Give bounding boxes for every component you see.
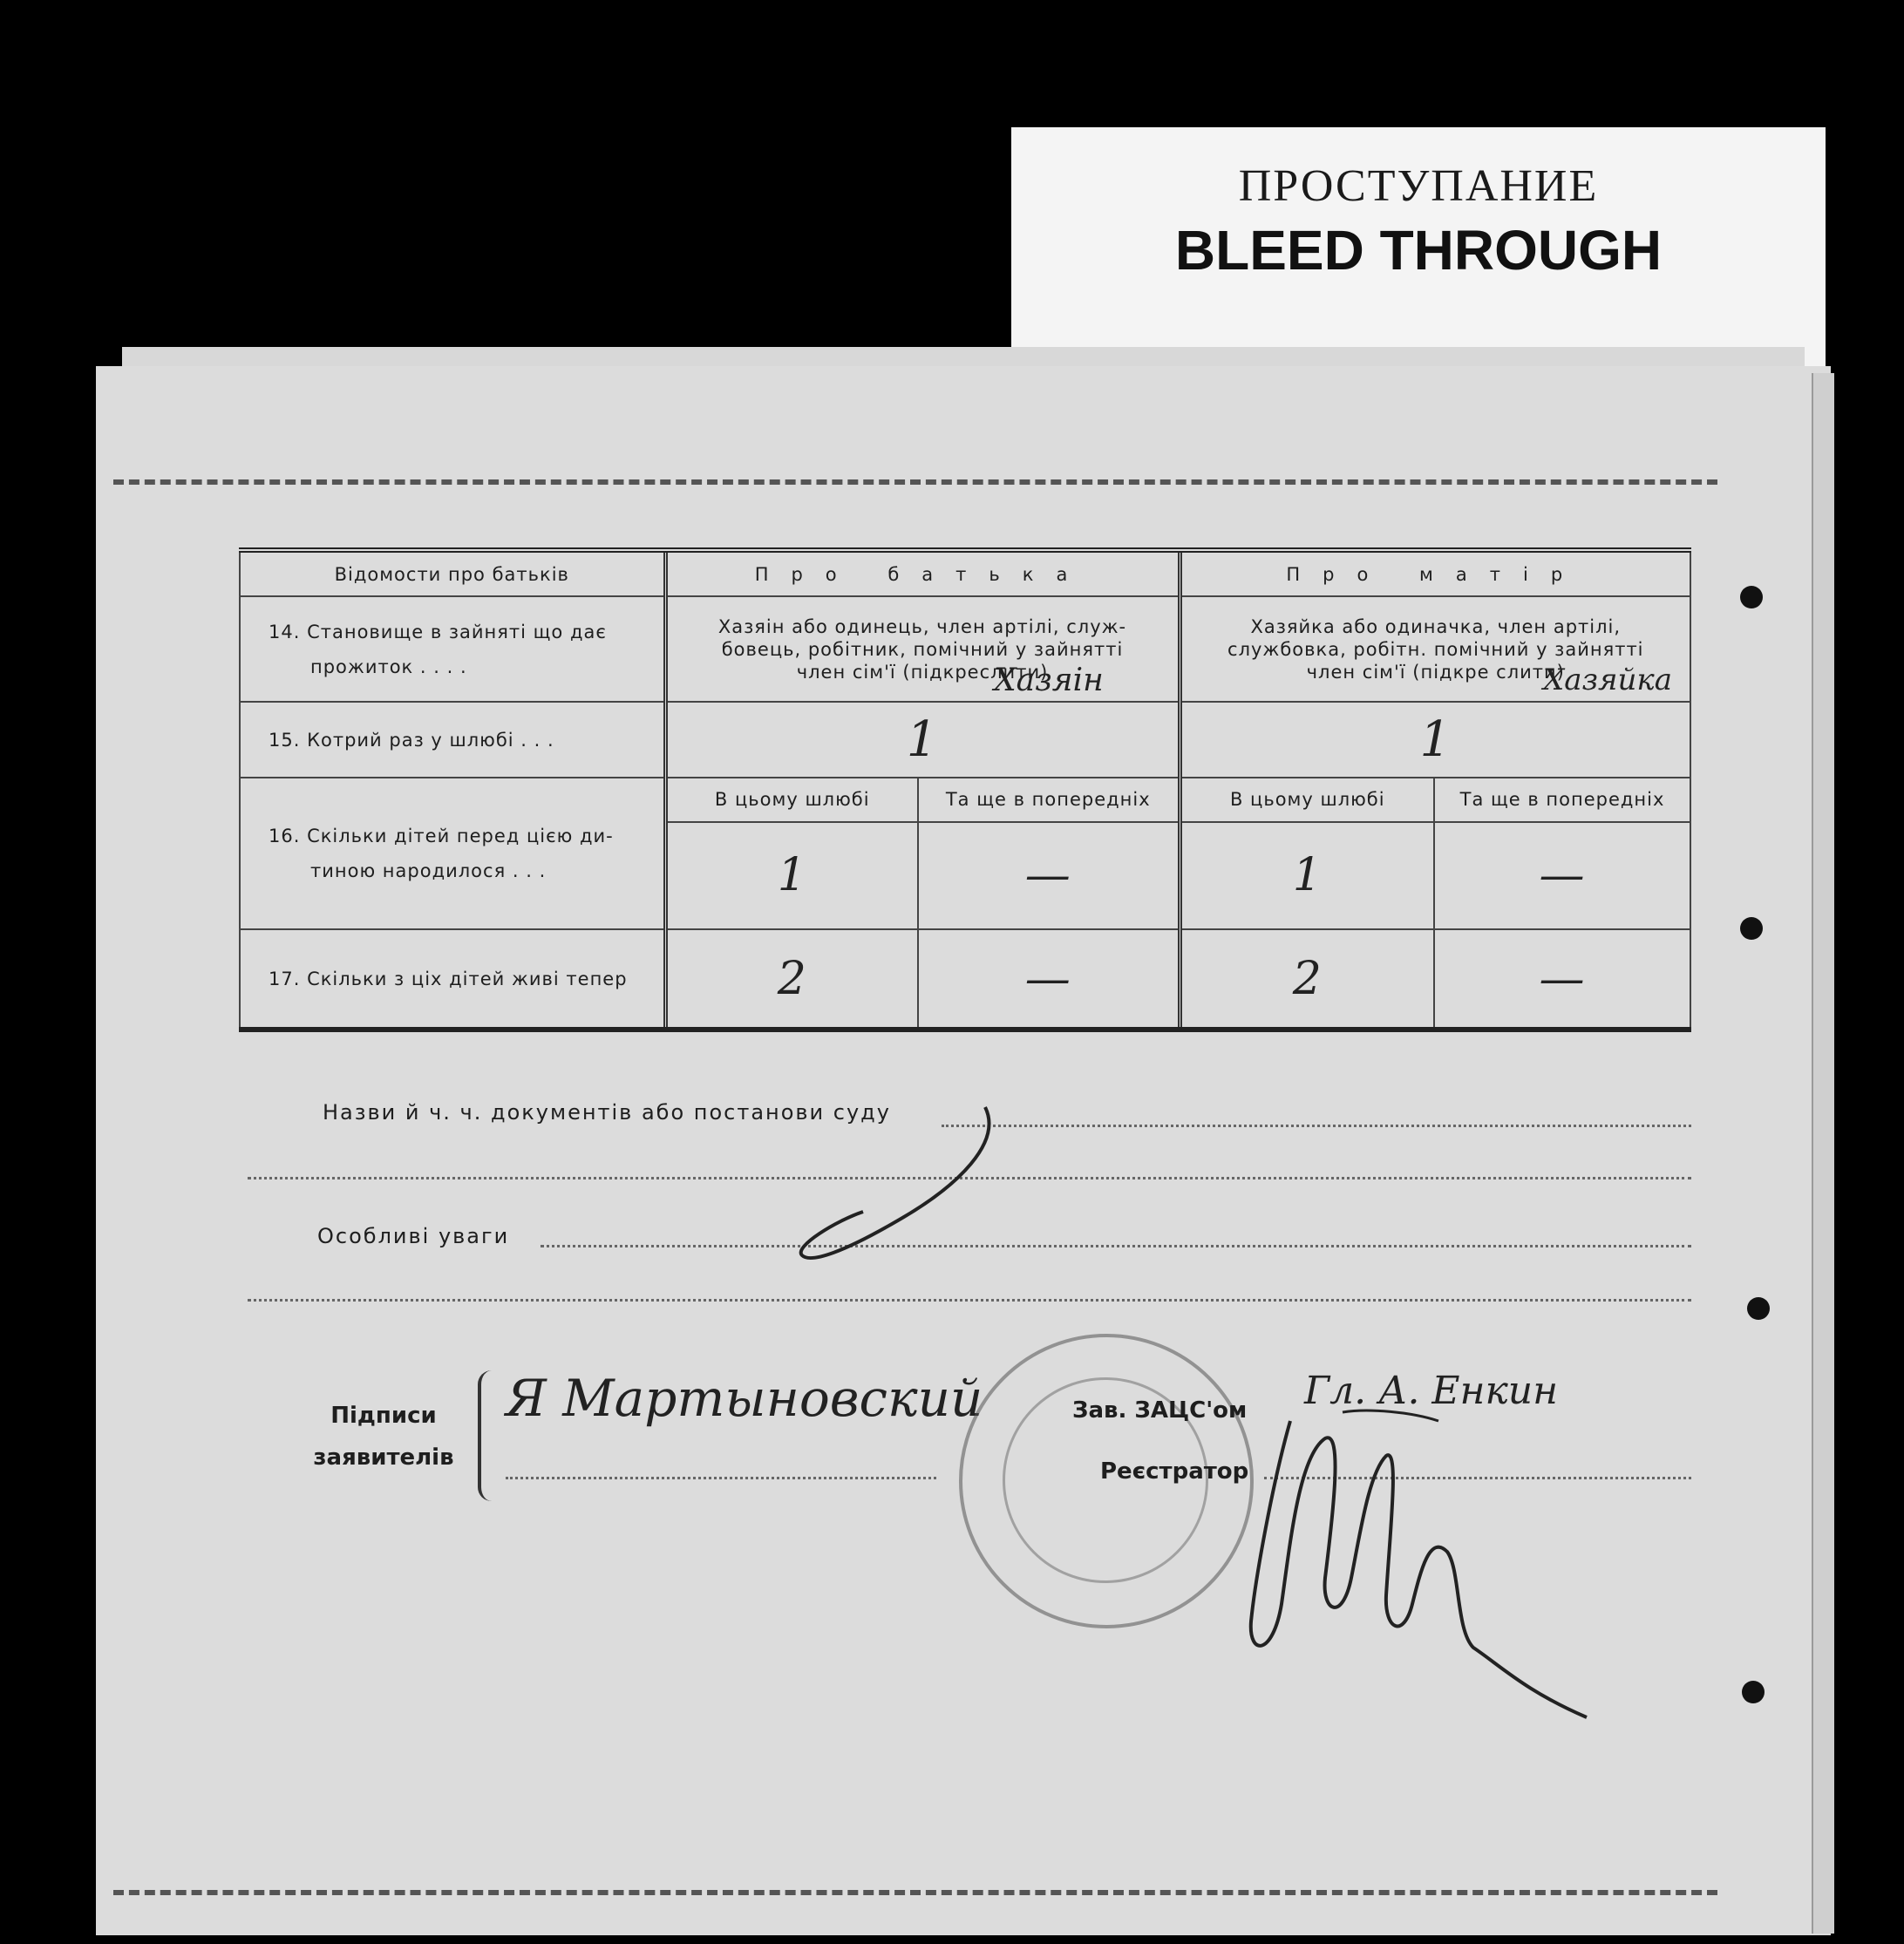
table-row-14 <box>240 596 1690 702</box>
row16-father-this-value: 1 <box>777 849 807 902</box>
tag-line-english: BLEED THROUGH <box>1174 219 1663 282</box>
remarks-label: Особливі уваги <box>317 1224 510 1248</box>
tag-line-russian: ПРОСТУПАНИЕ <box>1238 161 1599 211</box>
binder-hole <box>1747 1297 1770 1320</box>
row17-father-this-value: 2 <box>777 952 807 1005</box>
row17-mother-this-value: 2 <box>1292 952 1323 1005</box>
row14-father-handwritten: Хазяін <box>994 663 1104 698</box>
row15-label: 15. Котрий раз у шлюбі . . . <box>240 702 665 777</box>
row14-mother-options: Хазяйка або одиначка, член артілі, службовка, робітн. помічний у зайнятті член сім'ї (підкре слити) <box>1180 596 1690 702</box>
table-row-17 <box>240 929 1690 1030</box>
row15-mother-cell <box>1180 702 1690 777</box>
binder-hole <box>1742 1681 1765 1703</box>
row16-father-prev-value: — <box>1024 849 1071 902</box>
row14-father-options: Хазяін або одинець, член артілі, служ- бовець, робітник, помічний у зайнятті член сім'ї (підкреслити) <box>665 596 1180 702</box>
row14-mother-handwritten: Хазяйка <box>1543 663 1673 697</box>
perforation-bottom <box>113 1890 1717 1895</box>
header-about-mother: Про матір <box>1180 550 1690 596</box>
row17-mother-prev <box>1434 929 1690 1030</box>
row16-father-this <box>665 822 918 929</box>
row14-label-line2: прожиток . . . . <box>310 656 467 677</box>
signatures-label <box>296 1395 471 1478</box>
parents-info-table <box>239 547 1691 1032</box>
binder-hole <box>1740 586 1763 608</box>
bleed-through-tag <box>1011 127 1826 380</box>
remarks-line-2 <box>248 1299 1691 1302</box>
paper-edge <box>1812 373 1834 1934</box>
sub-father-previous: Та ще в попередніх <box>918 778 1180 822</box>
row16-mother-prev-value: — <box>1539 849 1586 902</box>
row14-label-line1: 14. Становище в зайняті що дає <box>269 621 607 642</box>
row15-father-cell <box>665 702 1180 777</box>
table-subheader-row <box>240 778 1690 822</box>
perforation-top <box>113 479 1717 485</box>
row16-father-prev <box>918 822 1180 929</box>
row15-father-value: 1 <box>906 711 939 769</box>
head-registry-label: Зав. ЗАЦС'ом <box>1072 1397 1248 1424</box>
head-registry-signature: Гл. А. Енкин <box>1304 1369 1559 1413</box>
row15-mother-value: 1 <box>1419 711 1452 769</box>
applicant-second-line <box>506 1477 936 1479</box>
signatures-label-line2: заявителів <box>313 1444 454 1471</box>
row16-mother-this-value: 1 <box>1292 849 1323 902</box>
applicant-signature: Я Мартыновский <box>506 1369 983 1428</box>
registrar-signature <box>1238 1404 1604 1735</box>
registrar-label: Реєстратор <box>1100 1458 1249 1485</box>
header-parents-info: Відомости про батьків <box>240 550 665 596</box>
row17-mother-prev-value: — <box>1539 952 1586 1005</box>
signatures-brace <box>478 1370 499 1501</box>
row16-label <box>240 778 665 929</box>
row17-father-prev-value: — <box>1024 952 1071 1005</box>
documents-line <box>942 1125 1691 1127</box>
row17-father-this <box>665 929 918 1030</box>
table-header-row <box>240 550 1690 596</box>
row14-label <box>240 596 665 702</box>
remarks-line <box>541 1245 1691 1247</box>
sub-father-this-marriage: В цьому шлюбі <box>665 778 918 822</box>
row16-mother-prev <box>1434 822 1690 929</box>
row17-father-prev <box>918 929 1180 1030</box>
table-row-15 <box>240 702 1690 777</box>
row16-label-line1: 16. Скільки дітей перед цією ди- <box>269 825 614 846</box>
sub-mother-previous: Та ще в попередніх <box>1434 778 1690 822</box>
sub-mother-this-marriage: В цьому шлюбі <box>1180 778 1434 822</box>
binder-hole <box>1740 917 1763 940</box>
documents-label: Назви й ч. ч. документів або постанови суду <box>323 1100 891 1125</box>
header-about-father: Про батька <box>665 550 1180 596</box>
row17-label: 17. Скільки з ціх дітей живі тепер <box>240 929 665 1030</box>
row16-mother-this <box>1180 822 1434 929</box>
cancel-stroke <box>785 1090 1011 1281</box>
row16-label-line2: тиною народилося . . . <box>310 860 547 881</box>
signatures-label-line1: Підписи <box>330 1403 437 1429</box>
row17-mother-this <box>1180 929 1434 1030</box>
